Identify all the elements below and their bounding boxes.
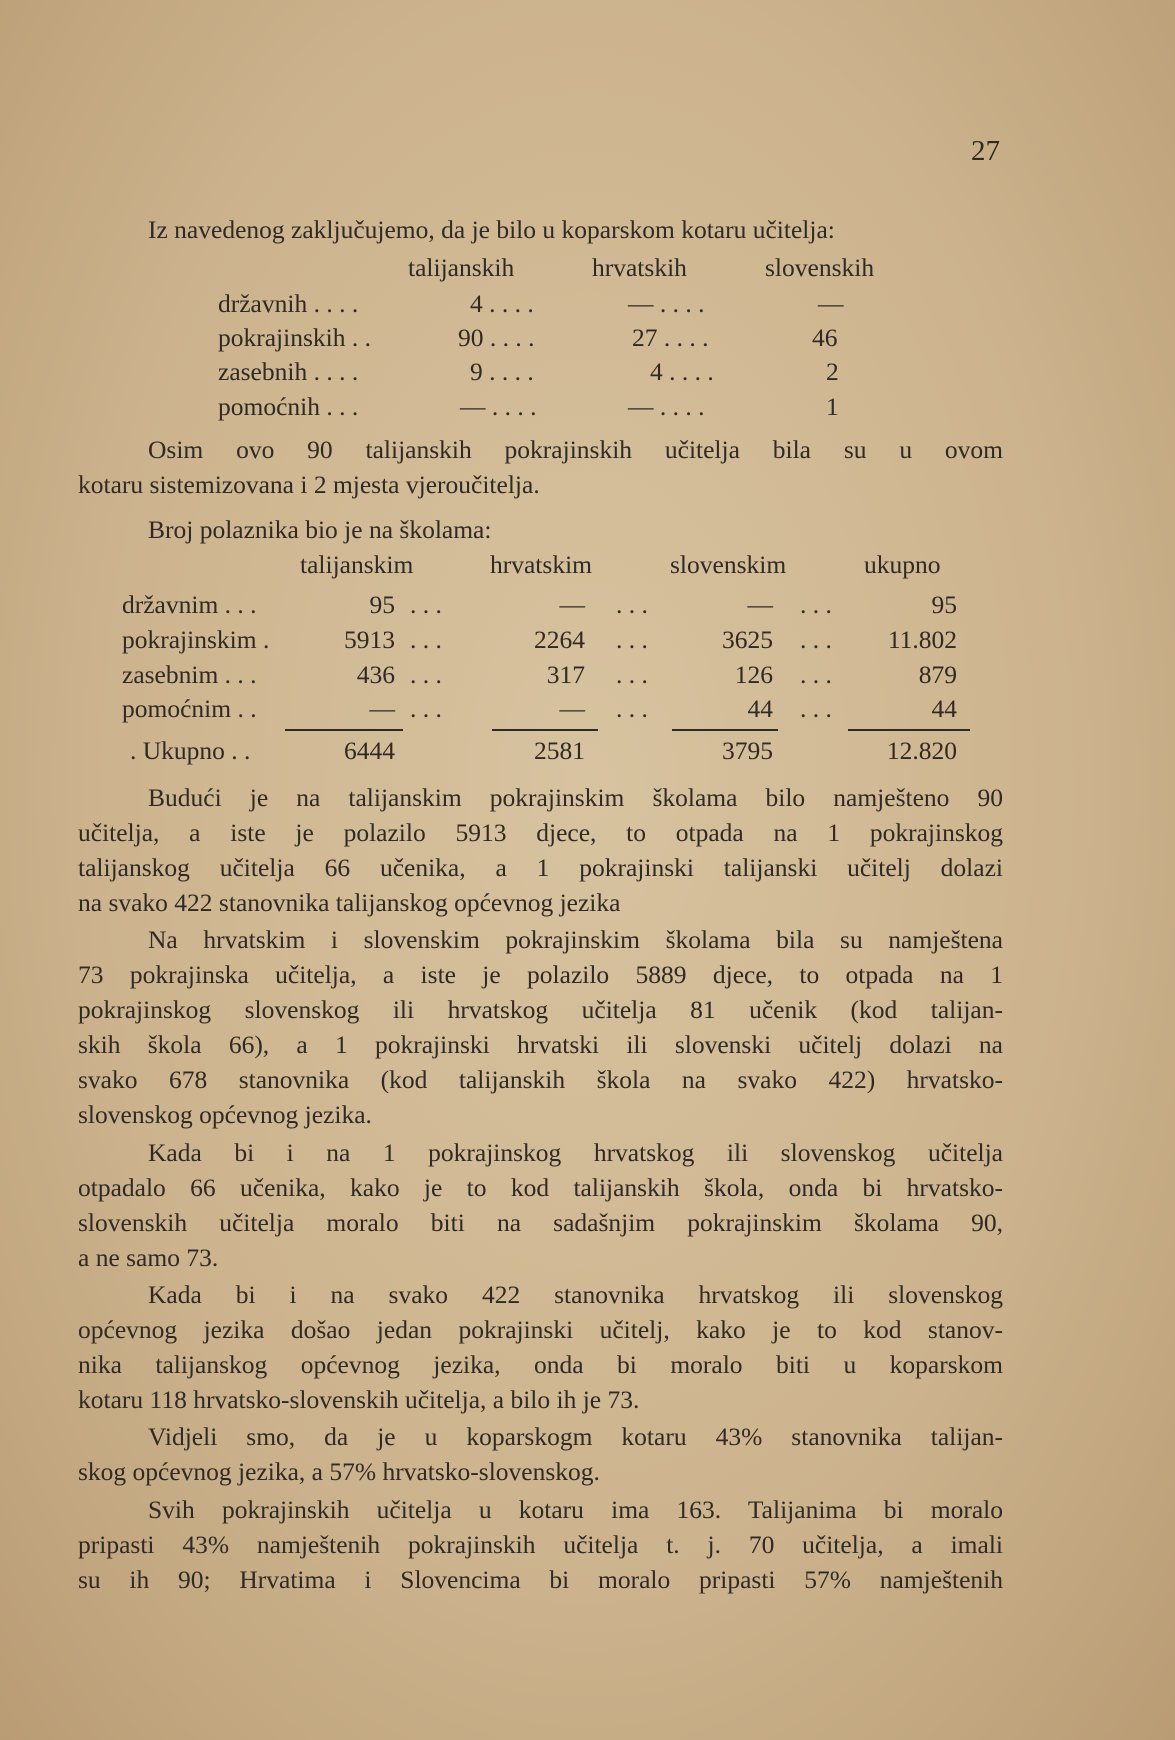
row-label: pomoćnim . . [122, 694, 257, 723]
dots: . . . [410, 590, 442, 619]
cell-ukupno: 95 [931, 590, 957, 619]
sum-rule [492, 729, 598, 731]
cell-talijanskih: 90 . . . . [458, 323, 535, 352]
cell-hrvatskim: 2264 [534, 625, 585, 654]
osim-line-2: kotaru sistemizovana i 2 mjesta vjeroučitelja. [78, 470, 540, 499]
cell-hrvatskim: — [559, 590, 585, 619]
text-line: Vidjeli smo, da je u koparskogm kotaru 43% stanovnika talijan- [148, 1422, 1003, 1451]
intro-line: Iz navedenog zaključujemo, da je bilo u koparskom kotaru učitelja: [148, 215, 835, 244]
text-line: Na hrvatskim i slovenskim pokrajinskim školama bila su namještena [148, 925, 1003, 954]
cell-ukupno: 11.802 [887, 625, 957, 654]
cell-talijanskih: — . . . . [460, 392, 537, 421]
text-line: učitelja, a iste je polazilo 5913 djece, to otpada na 1 pokrajinskog [78, 818, 1003, 847]
dots: . . . [800, 694, 832, 723]
cell-ukupno: 44 [931, 694, 957, 723]
dots: . . . [410, 660, 442, 689]
dots: . . . [410, 694, 442, 723]
cell-slovenskih: — [818, 289, 844, 318]
header-slovenskim: slovenskim [670, 550, 787, 579]
cell-slovenskim: 126 [734, 660, 773, 689]
text-line: otpadalo 66 učenika, kako je to kod talijanskih škola, onda bi hrvatsko- [78, 1173, 1003, 1202]
text-line: su ih 90; Hrvatima i Slovencima bi moralo pripasti 57% namještenih [78, 1565, 1003, 1594]
cell-talijanskim: 436 [356, 660, 395, 689]
header-ukupno: ukupno [864, 550, 941, 579]
header-talijanskim: talijanskim [300, 550, 414, 579]
row-label: pokrajinskih . . [218, 323, 371, 352]
text-line: općevnog jezika došao jedan pokrajinski učitelj, kako je to kod stanov- [78, 1315, 1003, 1344]
cell-talijanskih: 4 . . . . [470, 289, 534, 318]
cell-hrvatskih: 27 . . . . [632, 323, 709, 352]
text-line: talijanskog učitelja 66 učenika, a 1 pokrajinski talijanski učitelj dolazi [78, 853, 1003, 882]
cell-hrvatskih: 4 . . . . [650, 357, 714, 386]
text-line: Kada bi i na 1 pokrajinskog hrvatskog ili slovenskog učitelja [148, 1138, 1003, 1167]
row-label: državnih . . . . [218, 289, 359, 318]
total-hrvatskim: 2581 [534, 736, 585, 765]
row-label: pokrajinskim . [122, 625, 270, 654]
text-line: slovenskog općevnog jezika. [78, 1100, 372, 1129]
cell-talijanskim: — [369, 694, 395, 723]
total-talijanskim: 6444 [344, 736, 395, 765]
row-label: zasebnim . . . [122, 660, 257, 689]
cell-slovenskih: 1 [826, 392, 839, 421]
sum-rule [672, 729, 778, 731]
row-label: državnim . . . [122, 590, 257, 619]
dots: . . . [410, 625, 442, 654]
cell-slovenskim: 3625 [722, 625, 773, 654]
row-label: zasebnih . . . . [218, 357, 359, 386]
text-line: pokrajinskog slovenskog ili hrvatskog učitelja 81 učenik (kod talijan- [78, 995, 1003, 1024]
header-talijanskih: talijanskih [408, 253, 515, 282]
cell-slovenskih: 46 [812, 323, 838, 352]
text-line: skog općevnog jezika, a 57% hrvatsko-slovenskog. [78, 1457, 600, 1486]
text-line: na svako 422 stanovnika talijanskog općevnog jezika [78, 888, 621, 917]
header-hrvatskim: hrvatskim [490, 550, 592, 579]
dots: . . . [616, 590, 648, 619]
cell-talijanskim: 5913 [344, 625, 395, 654]
text-line: Kada bi i na svako 422 stanovnika hrvatskog ili slovenskog [148, 1280, 1003, 1309]
cell-talijanskih: 9 . . . . [470, 357, 534, 386]
broj-heading: Broj polaznika bio je na školama: [148, 515, 492, 544]
cell-hrvatskih: — . . . . [628, 289, 705, 318]
cell-talijanskim: 95 [369, 590, 395, 619]
page-number: 27 [971, 135, 1000, 167]
total-label: . Ukupno . . [130, 736, 251, 765]
cell-hrvatskih: — . . . . [628, 392, 705, 421]
cell-slovenskim: — [747, 590, 773, 619]
cell-hrvatskim: — [559, 694, 585, 723]
text-line: kotaru 118 hrvatsko-slovenskih učitelja, a bilo ih je 73. [78, 1385, 640, 1414]
text-line: slovenskih učitelja moralo biti na sadašnjim pokrajinskim školama 90, [78, 1208, 1003, 1237]
text-line: svako 678 stanovnika (kod talijanskih škola na svako 422) hrvatsko- [78, 1065, 1003, 1094]
dots: . . . [800, 590, 832, 619]
cell-slovenskih: 2 [826, 357, 839, 386]
text-line: skih škola 66), a 1 pokrajinski hrvatski ili slovenski učitelj dolazi na [78, 1030, 1003, 1059]
dots: . . . [800, 660, 832, 689]
dots: . . . [616, 660, 648, 689]
sum-rule [285, 729, 403, 731]
cell-ukupno: 879 [918, 660, 957, 689]
sum-rule [848, 729, 970, 731]
total-ukupno: 12.820 [886, 736, 957, 765]
text-line: a ne samo 73. [78, 1243, 219, 1272]
cell-hrvatskim: 317 [546, 660, 585, 689]
dots: . . . [616, 625, 648, 654]
dots: . . . [800, 625, 832, 654]
header-slovenskih: slovenskih [765, 253, 875, 282]
text-line: Budući je na talijanskim pokrajinskim školama bilo namješteno 90 [148, 783, 1003, 812]
total-slovenskim: 3795 [722, 736, 773, 765]
text-line: nika talijanskog općevnog jezika, onda bi moralo biti u koparskom [78, 1350, 1003, 1379]
dots: . . . [616, 694, 648, 723]
text-line: pripasti 43% namještenih pokrajinskih učitelja t. j. 70 učitelja, a imali [78, 1530, 1003, 1559]
cell-slovenskim: 44 [747, 694, 773, 723]
header-hrvatskih: hrvatskih [592, 253, 687, 282]
text-line: Svih pokrajinskih učitelja u kotaru ima 163. Talijanima bi moralo [148, 1495, 1003, 1524]
text-line: 73 pokrajinska učitelja, a iste je polazilo 5889 djece, to otpada na 1 [78, 960, 1003, 989]
row-label: pomoćnih . . . [218, 392, 359, 421]
osim-line-1: Osim ovo 90 talijanskih pokrajinskih učitelja bila su u ovom [148, 435, 1003, 464]
